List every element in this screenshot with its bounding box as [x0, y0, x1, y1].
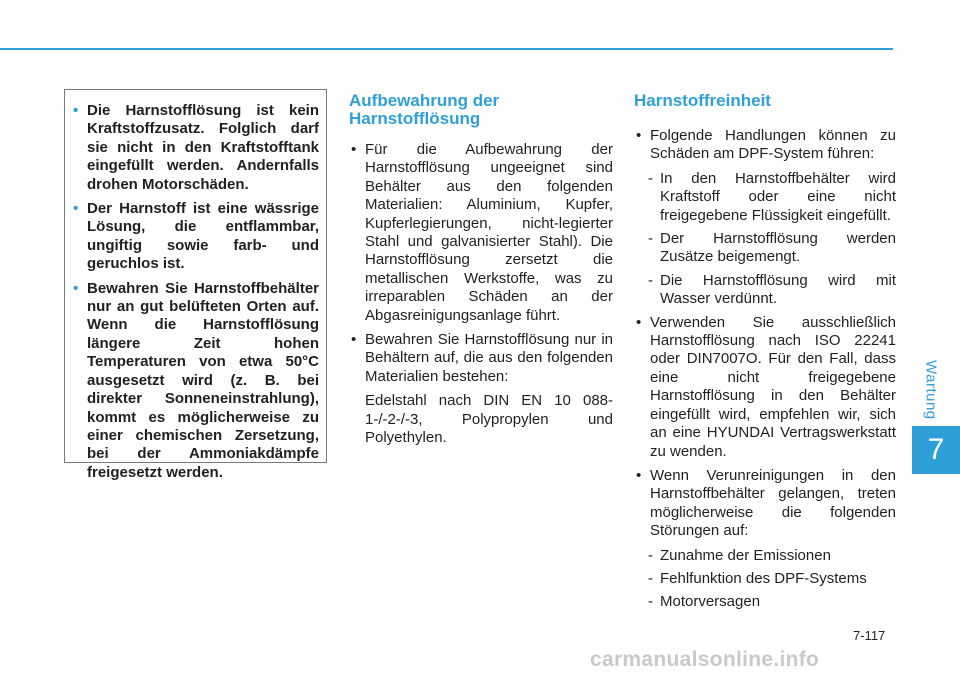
header-rule — [0, 48, 893, 50]
chapter-tab: 7 — [912, 426, 960, 474]
dash-icon: - — [648, 230, 653, 248]
purity-heading: Harnstoffreinheit — [634, 91, 771, 110]
list-item-text: Folgende Handlungen können zu Schäden am DPF-System führen: — [650, 127, 896, 163]
list-item — [634, 314, 896, 461]
section-label: Wartung — [922, 360, 940, 420]
list-item — [349, 141, 613, 325]
sub-list-item-text: Fehlfunktion des DPF-Systems — [660, 569, 867, 587]
list-item-text: Bewahren Sie Harnstofflösung nur in Behältern auf, die aus den folgenden Materialien bestehen: — [365, 331, 613, 385]
warning-text: Bewahren Sie Harnstoffbehälter nur an gut belüfteten Orten auf. Wenn die Harnstofflösung längere Zeit hohen Temperaturen von etwa 50°C ausgesetzt wird (z. B. bei direkter Sonneneinstrahlung), kommt es möglicherweise zu einer chemischen Zersetzung, bei der Ammoniakdämpfe freigesetzt werden. — [87, 279, 319, 481]
list-item-text: Wenn Verunreinigungen in den Harnstoffbehälter gelangen, treten möglicherweise die folgenden Störungen auf: — [650, 466, 896, 540]
dash-icon: - — [648, 569, 653, 587]
sub-list-item — [648, 570, 896, 588]
warning-item — [73, 280, 319, 482]
sub-list-item — [648, 272, 896, 309]
storage-heading: Aufbewahrung der Harnstofflösung — [349, 91, 500, 128]
bullet-icon: • — [351, 331, 357, 349]
sub-list-item-text: Der Harnstofflösung werden Zusätze beigemengt. — [660, 230, 896, 266]
sub-list-item — [648, 593, 896, 611]
bullet-icon: • — [73, 102, 79, 119]
bullet-icon: • — [73, 200, 79, 218]
list-item — [349, 331, 613, 386]
warning-text: Der Harnstoff ist eine wässrige Lösung, die entflammbar, ungiftig sowie farb- und geruchlos ist. — [87, 200, 319, 273]
bullet-icon: • — [636, 313, 642, 331]
storage-section — [349, 92, 613, 454]
sub-list-item-text: Die Harnstofflösung wird mit Wasser verdünnt. — [660, 271, 896, 308]
dash-icon: - — [648, 169, 653, 187]
list-item-text: Für die Aufbewahrung der Harnstofflösung ungeeignet sind Behälter aus den folgenden Materialien: Aluminium, Kupfer, Kupferlegierungen, nicht-legierter Stahl und galvanisierter Stahl). Die Harnstofflösung zersetzt die metallischen Werkstoffe, was zu irreparablen Schäden an der Abgasreinigungsanlage führt. — [365, 141, 613, 324]
list-item-text: Verwenden Sie ausschließlich Harnstofflösung nach ISO 22241 oder DIN7007O. Für den Fall, dass eine nicht freigegebene Harnstofflösung in den Behälter eingefüllt wird, empfehlen wir, sich an eine HYUNDAI Vertragswerkstatt zu wenden. — [650, 313, 896, 460]
list-item-subtext: Edelstahl nach DIN EN 10 088-1-/-2-/-3, Polypropylen und Polyethylen. — [365, 392, 613, 447]
sub-list-item — [648, 170, 896, 225]
warning-item — [73, 200, 319, 274]
list-item — [634, 467, 896, 541]
sub-list-item-text: Zunahme der Emissionen — [660, 546, 831, 564]
dash-icon: - — [648, 593, 653, 611]
page-number: 7-117 — [853, 628, 886, 643]
bullet-icon: • — [636, 466, 642, 484]
warning-item — [73, 102, 319, 194]
dash-icon: - — [648, 546, 653, 564]
watermark: carmanualsonline.info — [590, 648, 820, 671]
purity-section — [634, 92, 896, 617]
sub-list-item-text: In den Harnstoffbehälter wird Kraftstoff oder eine nicht freigegebene Flüssigkeit eingefüllt. — [660, 169, 896, 224]
sub-list-item-text: Motorversagen — [660, 593, 761, 611]
dash-icon: - — [648, 271, 653, 289]
list-item — [634, 127, 896, 164]
bullet-icon: • — [636, 127, 642, 144]
sub-list-item — [648, 230, 896, 267]
bullet-icon: • — [73, 279, 79, 297]
sub-list-item — [648, 547, 896, 565]
warning-box — [64, 89, 327, 481]
warning-text: Die Harnstofflösung ist kein Kraftstoffzusatz. Folglich darf sie nicht in den Kraftstofftank eingefüllt werden. Andernfalls drohen Motorschäden. — [87, 102, 319, 193]
bullet-icon: • — [351, 141, 357, 158]
